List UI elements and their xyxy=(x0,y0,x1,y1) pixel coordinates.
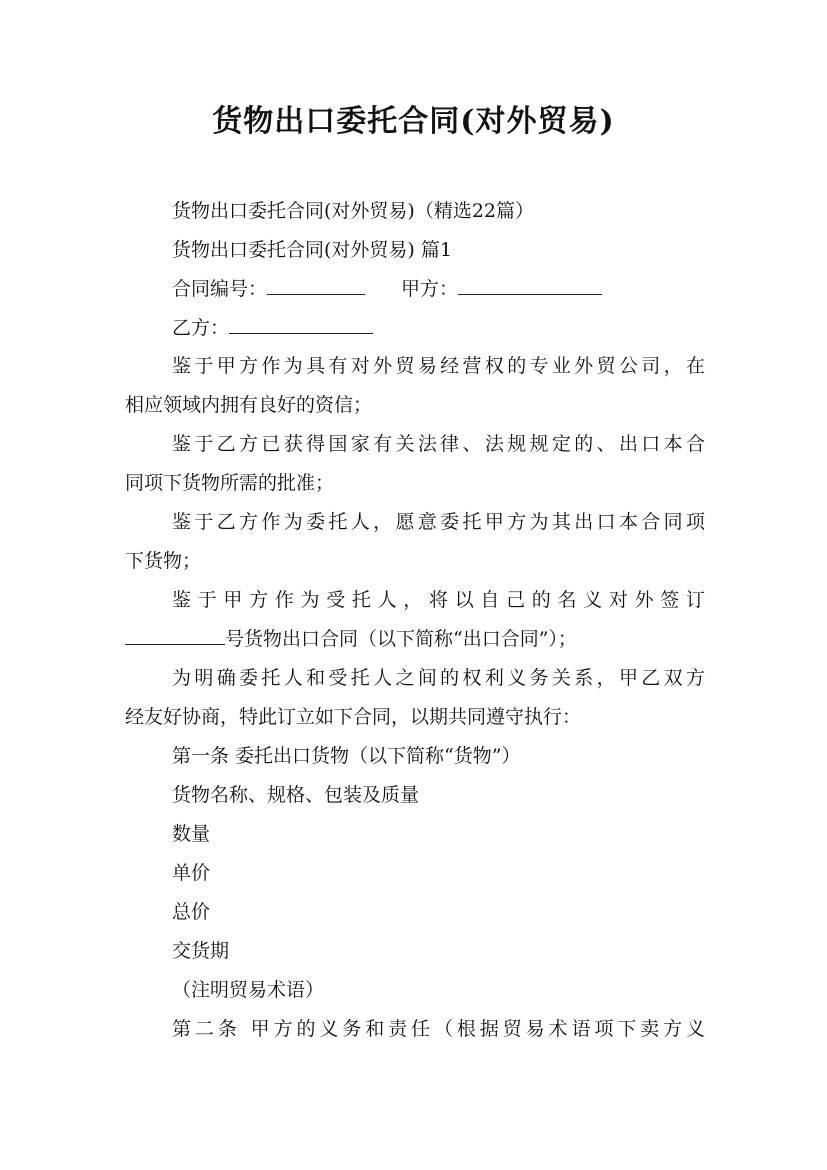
paragraph-text: 号货物出口合同（以下简称“出口合同”）； xyxy=(225,628,577,650)
paragraph-line: 同项下货物所需的批准； xyxy=(125,472,335,494)
paragraph-line: 鉴于甲方作为受托人，将以自己的名义对外签订 xyxy=(172,589,705,611)
list-item: 货物名称、规格、包装及质量 xyxy=(172,784,420,806)
paragraph-line: 鉴于乙方已获得国家有关法律、法规规定的、出口本合 xyxy=(172,433,705,455)
party-a-blank xyxy=(458,272,602,295)
contract-ref-blank xyxy=(125,622,225,645)
party-b-blank xyxy=(229,311,373,334)
list-item: 交货期 xyxy=(172,940,230,962)
paragraph-line-with-blank xyxy=(125,620,705,658)
contract-number-label: 合同编号： xyxy=(172,278,268,300)
subtitle-collection: 货物出口委托合同(对外贸易)（精选22篇） xyxy=(172,200,535,222)
paragraph-line: 经友好协商，特此订立如下合同，以期共同遵守执行： xyxy=(125,706,582,728)
list-item: 总价 xyxy=(172,901,211,923)
paragraph-line: 鉴于甲方作为具有对外贸易经营权的专业外贸公司，在 xyxy=(172,355,705,377)
article-heading: 第一条 委托出口货物（以下简称“货物”） xyxy=(172,745,521,767)
document-title: 货物出口委托合同(对外贸易) xyxy=(212,104,615,139)
article-heading: 第二条 甲方的义务和责任（根据贸易术语项下卖方义 xyxy=(172,1018,705,1040)
list-item: 数量 xyxy=(172,823,211,845)
contract-header-row xyxy=(172,270,705,308)
paragraph-line: 下货物； xyxy=(125,550,202,572)
subtitle-part: 货物出口委托合同(对外贸易) 篇1 xyxy=(172,239,452,261)
party-b-label: 乙方： xyxy=(172,317,230,339)
list-item: （注明贸易术语） xyxy=(172,979,325,1001)
party-a-label: 甲方： xyxy=(401,278,459,300)
paragraph-line: 为明确委托人和受托人之间的权利义务关系，甲乙双方 xyxy=(172,667,705,689)
party-b-row xyxy=(172,309,705,347)
paragraph-line: 相应领域内拥有良好的资信； xyxy=(125,394,373,416)
list-item: 单价 xyxy=(172,862,211,884)
paragraph-line: 鉴于乙方作为委托人，愿意委托甲方为其出口本合同项 xyxy=(172,511,705,533)
contract-number-blank xyxy=(267,272,365,295)
